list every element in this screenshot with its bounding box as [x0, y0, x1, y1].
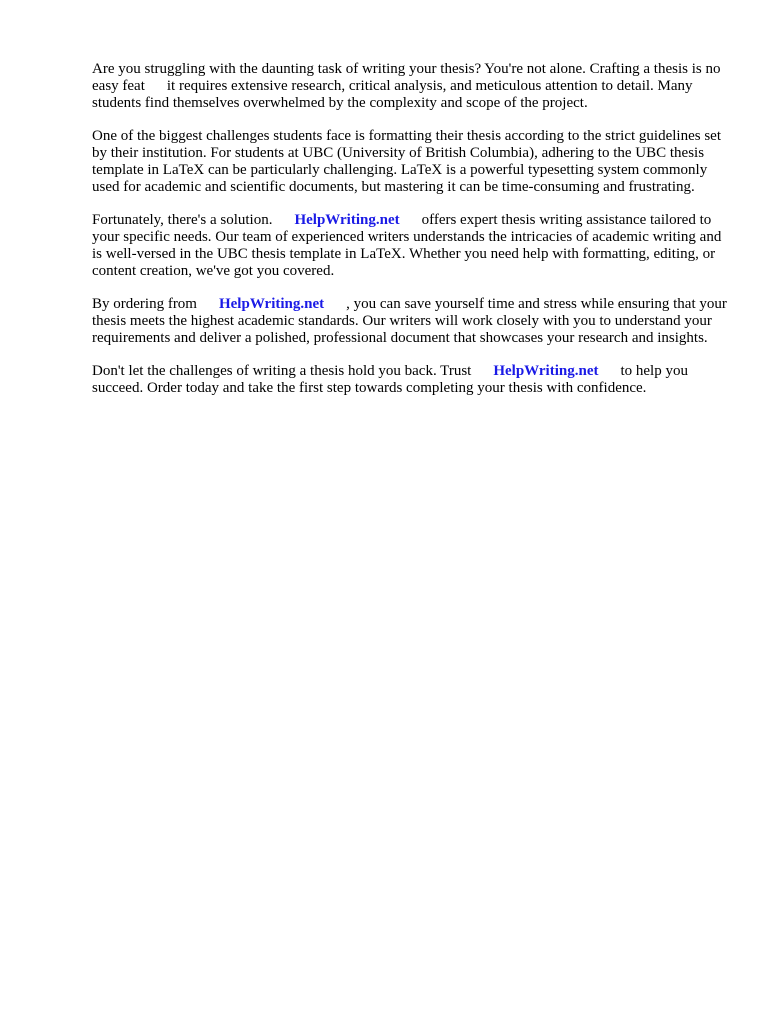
- helpwriting-link-2[interactable]: HelpWriting.net: [218, 296, 325, 312]
- paragraph-closing-before: Don't let the challenges of writing a thesis hold you back. Trust: [92, 363, 472, 379]
- paragraph-closing-after: to help you succeed. Order today and take the first step towards completing your thesis with confidence.: [92, 363, 688, 396]
- helpwriting-link-1[interactable]: HelpWriting.net: [294, 212, 400, 228]
- paragraph-ordering-after: , you can save yourself time and stress while ensuring that your thesis meets the highest academic standards. Our writers will work closely with you to understand your requirements and deliver a polished, professional document that showcases your research and insights.: [92, 296, 727, 346]
- paragraph-intro: [92, 61, 732, 112]
- paragraph-solution: [92, 212, 732, 280]
- paragraph-formatting-text: One of the biggest challenges students face is formatting their thesis according to the strict guidelines set by their institution. For students at UBC (University of British Columbia), adhering to the UBC thesis template in LaTeX can be particularly challenging. LaTeX is a powerful typesetting system commonly used for academic and scientific documents, but mastering it can be time-consuming and frustrating.: [92, 128, 721, 195]
- paragraph-intro-text-a: Are you struggling with the daunting task of writing your thesis? You're not alone. Crafting a thesis is no easy feat: [92, 61, 721, 94]
- paragraph-solution-after: offers expert thesis writing assistance tailored to your specific needs. Our team of experienced writers understands the intricacies of academic writing and is well-versed in the UBC thesis template in LaTeX. Whether you need help with formatting, editing, or content creation, we've got you covered.: [92, 212, 722, 279]
- paragraph-ordering: [92, 296, 732, 347]
- helpwriting-link-3[interactable]: HelpWriting.net: [493, 363, 599, 379]
- paragraph-closing: [92, 363, 732, 397]
- paragraph-solution-before: Fortunately, there's a solution.: [92, 212, 273, 228]
- paragraph-formatting-challenge: [92, 128, 732, 196]
- paragraph-intro-text-b: it requires extensive research, critical analysis, and meticulous attention to detail. Many students find themselves overwhelmed by the complexity and scope of the project.: [92, 78, 693, 111]
- paragraph-ordering-before: By ordering from: [92, 296, 197, 312]
- document-page: [92, 61, 732, 413]
